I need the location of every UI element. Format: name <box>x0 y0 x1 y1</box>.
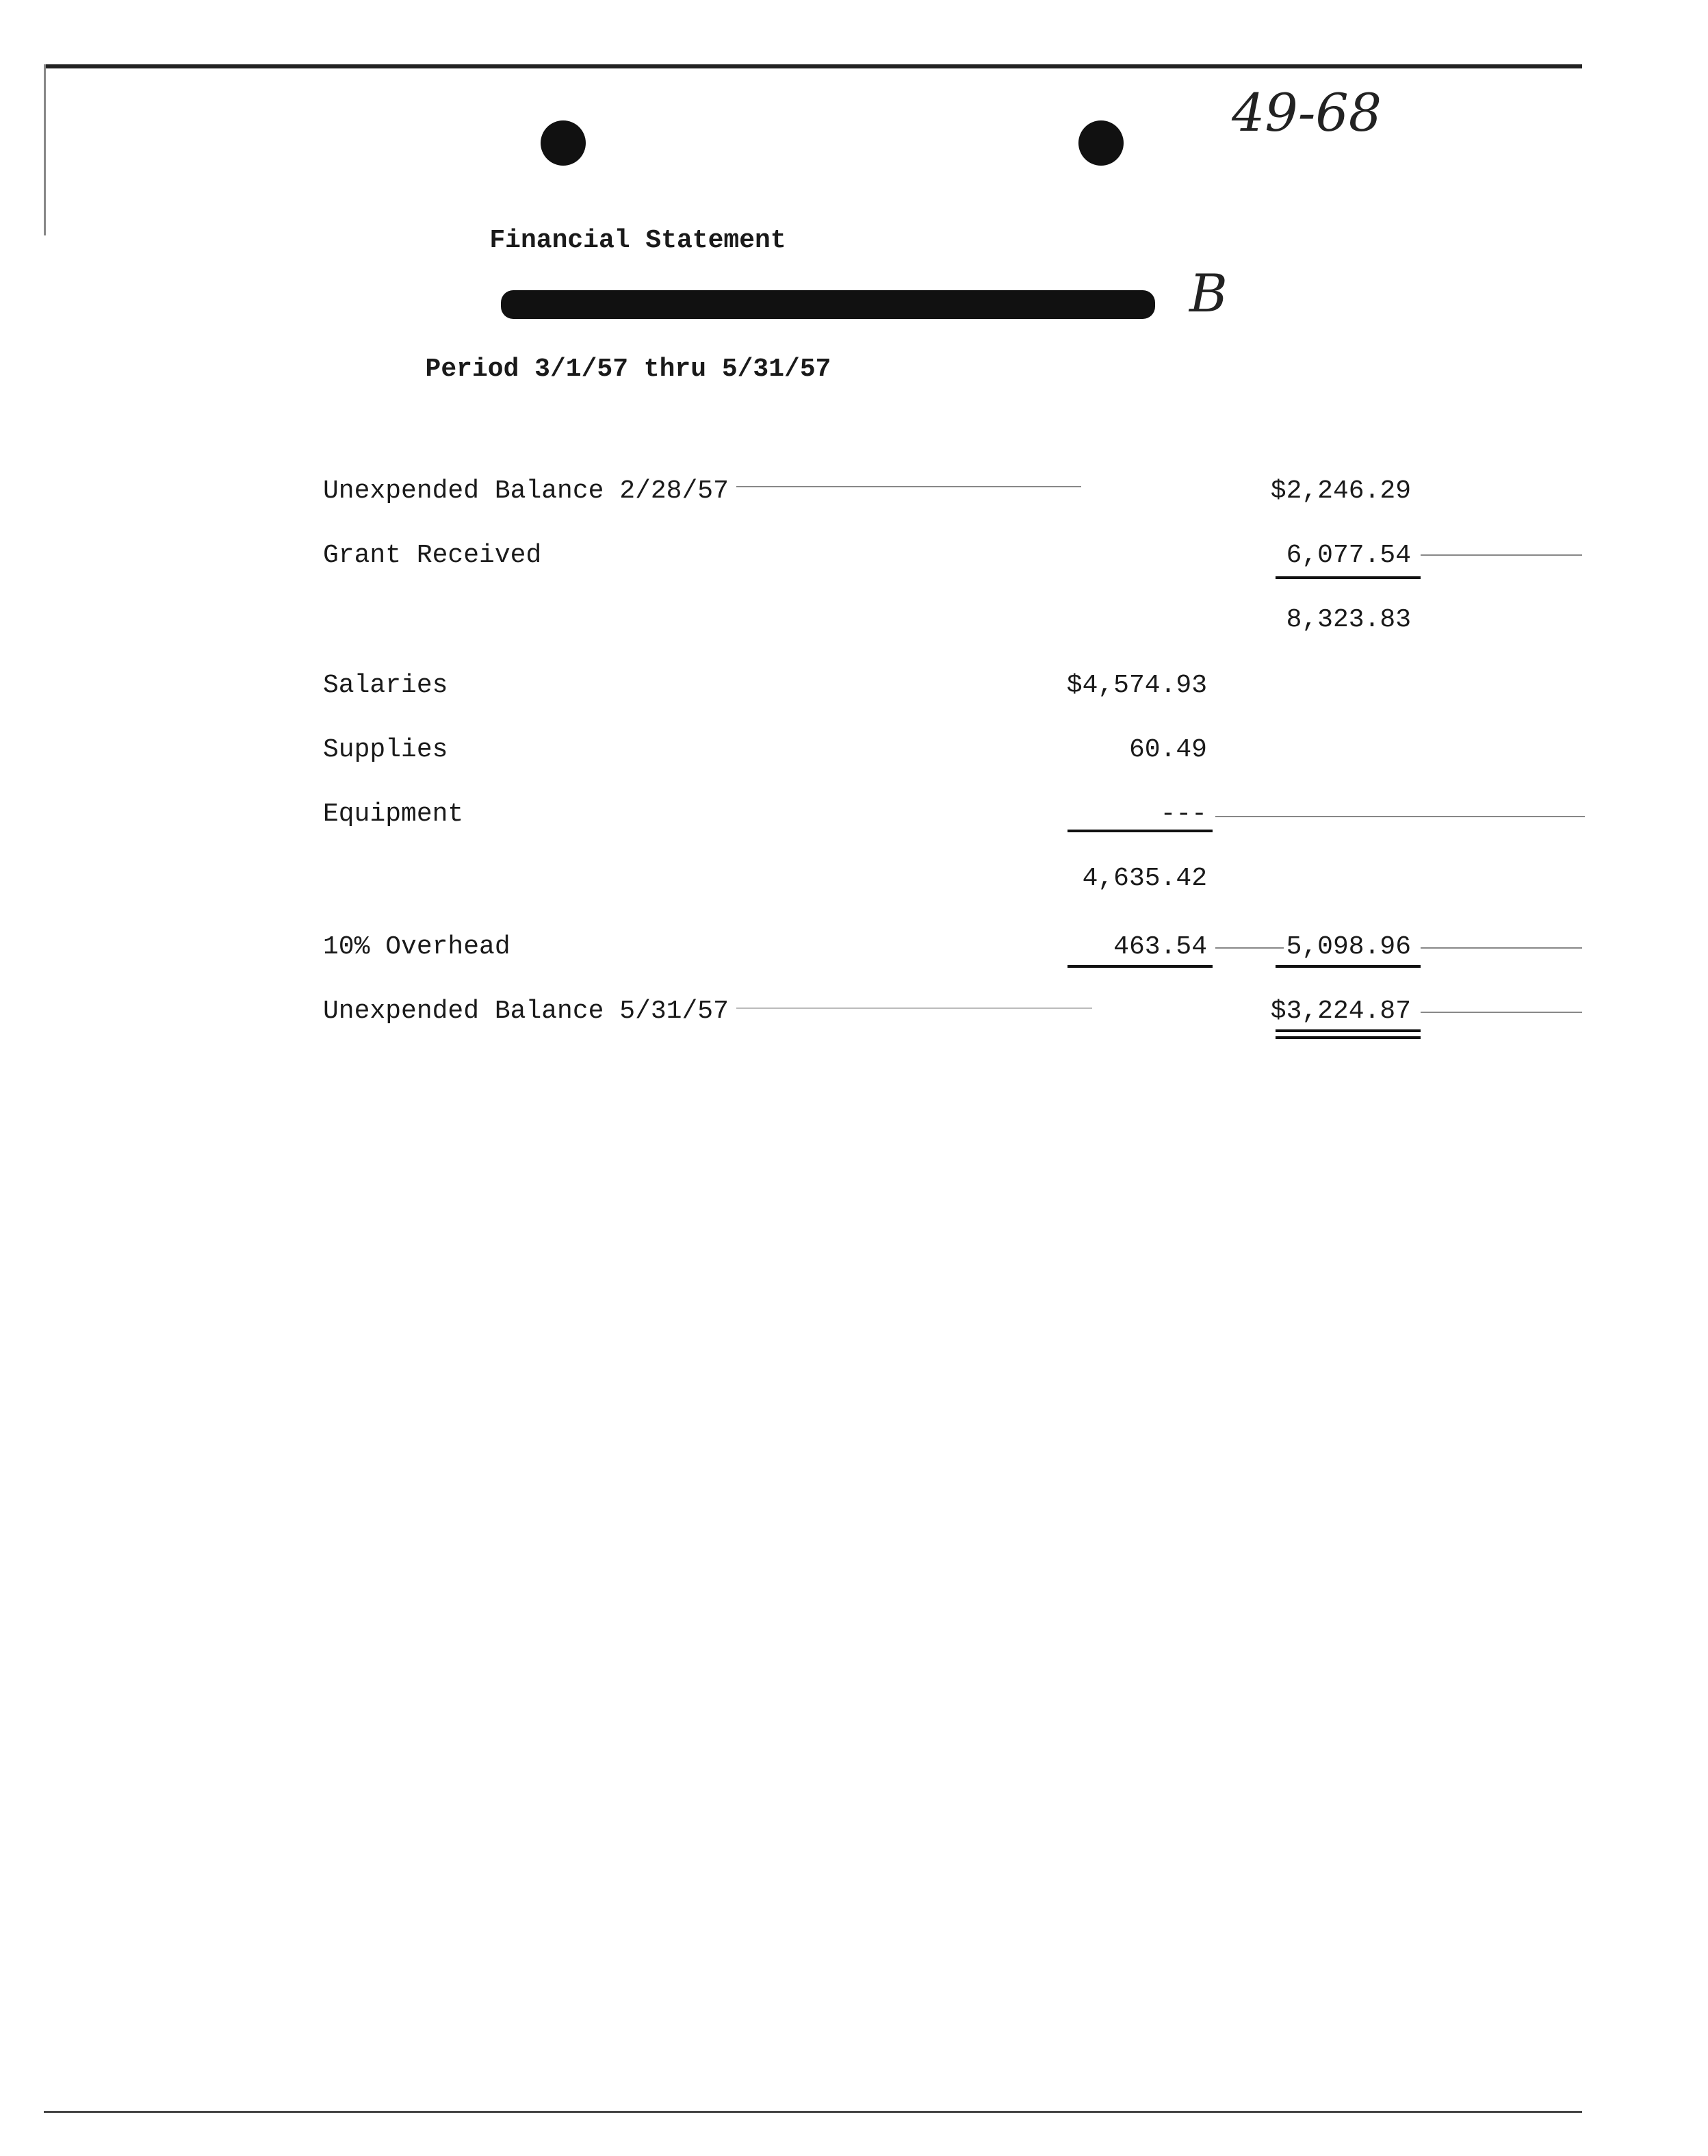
leader-line <box>736 1008 1092 1009</box>
amount-overhead: 463.54 <box>1113 932 1207 962</box>
label-overhead: 10% Overhead <box>323 932 510 962</box>
row-supplies <box>0 735 1708 776</box>
amount-opening-balance: $2,246.29 <box>1270 476 1411 506</box>
label-equipment: Equipment <box>323 799 464 829</box>
left-border <box>44 64 46 235</box>
row-equipment <box>0 799 1708 840</box>
leader-line <box>1421 554 1582 556</box>
label-salaries: Salaries <box>323 671 448 700</box>
amount-receipts-subtotal: 8,323.83 <box>1286 605 1411 634</box>
underline-total-expended <box>1276 965 1421 968</box>
label-grant-received: Grant Received <box>323 541 542 570</box>
label-opening-balance: Unexpended Balance 2/28/57 <box>323 476 729 506</box>
row-grant-received <box>0 541 1708 582</box>
bottom-border <box>44 2111 1582 2113</box>
amount-grant-received: 6,077.54 <box>1286 541 1411 570</box>
row-overhead <box>0 932 1708 973</box>
underline-grant <box>1276 576 1421 579</box>
redacted-text <box>501 290 1155 319</box>
amount-supplies: 60.49 <box>1128 735 1207 765</box>
leader-line <box>736 486 1081 487</box>
row-salaries <box>0 671 1708 712</box>
leader-line <box>1215 947 1284 949</box>
handwritten-mark: B <box>1189 263 1228 324</box>
amount-expense-subtotal: 4,635.42 <box>1082 864 1207 893</box>
label-supplies: Supplies <box>323 735 448 765</box>
label-closing-balance: Unexpended Balance 5/31/57 <box>323 997 729 1026</box>
punch-hole-right <box>1078 120 1124 166</box>
statement-title: Financial Statement <box>489 226 786 255</box>
punch-hole-left <box>541 120 586 166</box>
row-opening-balance <box>0 476 1708 517</box>
underline-overhead <box>1068 965 1213 968</box>
row-expense-subtotal <box>0 864 1708 905</box>
underline-equipment <box>1068 830 1213 832</box>
amount-salaries: $4,574.93 <box>1066 671 1207 700</box>
top-border <box>44 64 1582 68</box>
amount-closing-balance: $3,224.87 <box>1270 997 1411 1026</box>
leader-line <box>1421 1012 1582 1013</box>
leader-line <box>1421 947 1582 949</box>
row-receipts-subtotal <box>0 605 1708 646</box>
double-underline-bottom <box>1276 1036 1421 1039</box>
statement-period: Period 3/1/57 thru 5/31/57 <box>425 355 831 384</box>
row-closing-balance <box>0 997 1708 1038</box>
amount-equipment: --- <box>1160 799 1207 829</box>
leader-line <box>1215 816 1585 817</box>
handwritten-file-number: 49-68 <box>1232 82 1382 143</box>
double-underline-top <box>1276 1029 1421 1032</box>
amount-total-expended: 5,098.96 <box>1286 932 1411 962</box>
